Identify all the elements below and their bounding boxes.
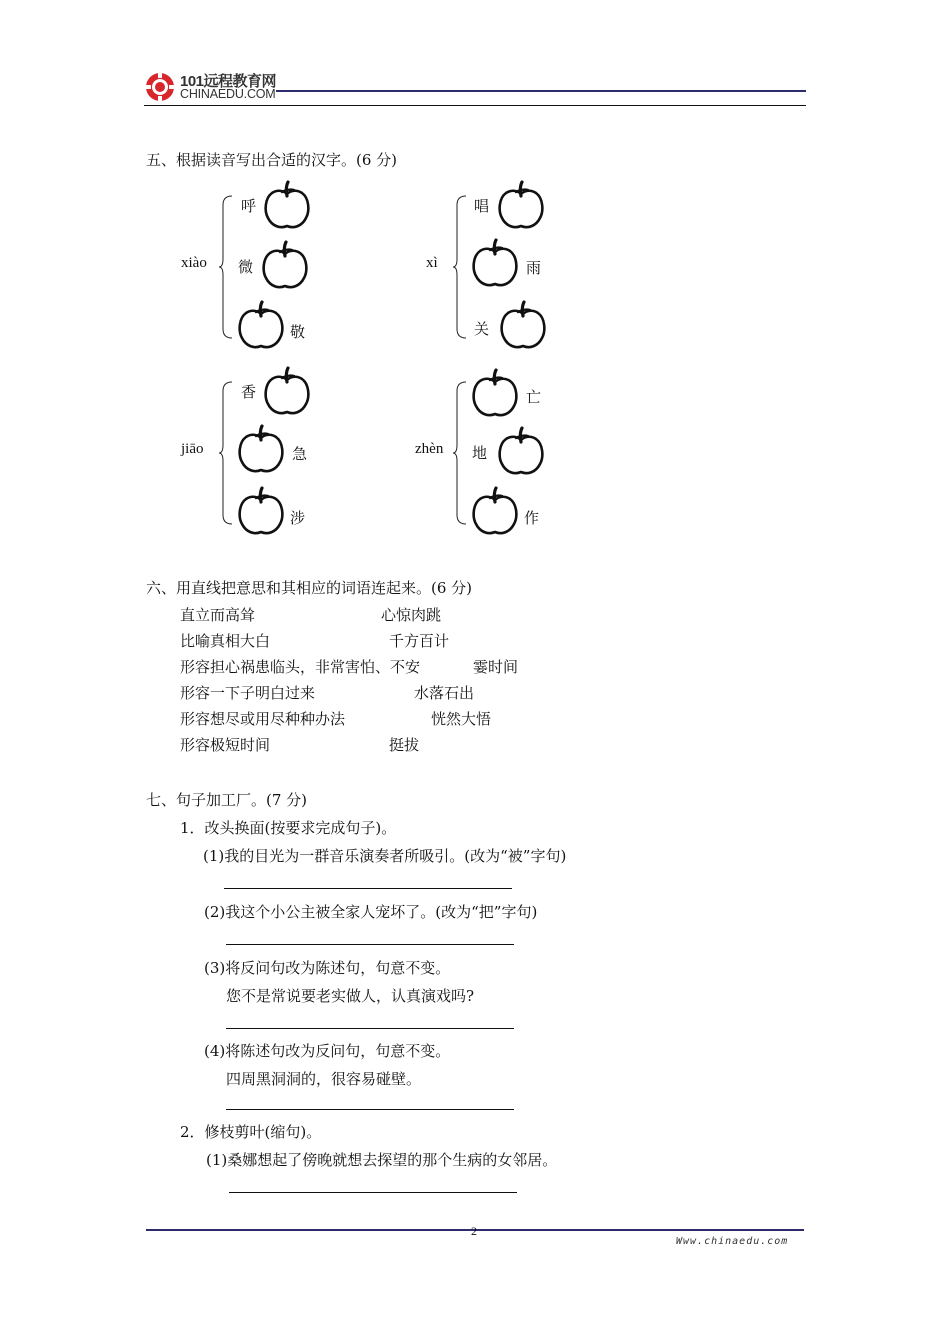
meaning-item[interactable]: 直立而高耸 xyxy=(180,606,256,624)
meaning-item[interactable]: 比喻真相大白 xyxy=(180,632,271,650)
apple-blank-icon[interactable] xyxy=(262,180,312,230)
question-sentence: 四周黑洞洞的，很容易碰壁。 xyxy=(226,1070,422,1088)
brace-icon xyxy=(218,195,234,339)
word-char: 地 xyxy=(472,444,488,462)
pinyin-label: zhèn xyxy=(415,441,444,457)
word-char: 雨 xyxy=(526,259,542,277)
word-char: 微 xyxy=(238,258,254,276)
brace-icon xyxy=(452,381,468,525)
word-char: 涉 xyxy=(290,509,306,527)
logo-text-cn: 101远程教育网 xyxy=(180,73,277,90)
question-text: (1)我的目光为一群音乐演奏者所吸引。(改为“被”字句) xyxy=(203,847,567,865)
word-char: 呼 xyxy=(241,197,257,215)
brace-icon xyxy=(452,195,468,339)
section5-title: 五、根据读音写出合适的汉字。(6 分) xyxy=(146,151,398,169)
header-rule-top xyxy=(276,90,806,92)
question-text: (3)将反问句改为陈述句，句意不变。 xyxy=(204,959,451,977)
meaning-item[interactable]: 形容想尽或用尽种种办法 xyxy=(180,710,346,728)
word-char: 香 xyxy=(241,383,257,401)
answer-line[interactable] xyxy=(226,1028,514,1029)
word-char: 急 xyxy=(292,445,308,463)
apple-blank-icon[interactable] xyxy=(498,300,548,350)
apple-blank-icon[interactable] xyxy=(236,300,286,350)
apple-blank-icon[interactable] xyxy=(470,238,520,288)
logo-mark-icon xyxy=(144,71,176,103)
idiom-item[interactable]: 心惊肉跳 xyxy=(381,606,442,624)
meaning-item[interactable]: 形容极短时间 xyxy=(180,736,271,754)
apple-blank-icon[interactable] xyxy=(236,486,286,536)
question-text: (1)桑娜想起了傍晚就想去探望的那个生病的女邻居。 xyxy=(206,1151,558,1169)
meaning-item[interactable]: 形容一下子明白过来 xyxy=(180,684,316,702)
brace-icon xyxy=(218,381,234,525)
idiom-item[interactable]: 霎时间 xyxy=(473,658,519,676)
question-text: (4)将陈述句改为反问句，句意不变。 xyxy=(204,1042,451,1060)
part1-title: 1．改头换面(按要求完成句子)。 xyxy=(180,819,397,837)
apple-blank-icon[interactable] xyxy=(496,426,546,476)
section6-title: 六、用直线把意思和其相应的词语连起来。(6 分) xyxy=(146,579,473,597)
answer-line[interactable] xyxy=(226,1109,514,1110)
header-rule-bottom xyxy=(144,105,806,106)
meaning-item[interactable]: 形容担心祸患临头，非常害怕、不安 xyxy=(180,658,421,676)
apple-blank-icon[interactable] xyxy=(262,366,312,416)
word-char: 敬 xyxy=(290,323,306,341)
idiom-item[interactable]: 挺拔 xyxy=(389,736,420,754)
part2-title: 2．修枝剪叶(缩句)。 xyxy=(180,1123,322,1141)
apple-blank-icon[interactable] xyxy=(236,424,286,474)
apple-blank-icon[interactable] xyxy=(470,368,520,418)
answer-line[interactable] xyxy=(229,1192,517,1193)
idiom-item[interactable]: 千方百计 xyxy=(389,632,450,650)
word-char: 唱 xyxy=(474,197,490,215)
word-char: 关 xyxy=(474,320,490,338)
logo xyxy=(144,70,277,104)
answer-line[interactable] xyxy=(224,888,512,889)
apple-blank-icon[interactable] xyxy=(496,180,546,230)
page-number: 2 xyxy=(471,1224,477,1238)
pinyin-label: jiāo xyxy=(181,441,204,457)
pinyin-label: xì xyxy=(426,255,438,271)
idiom-item[interactable]: 恍然大悟 xyxy=(431,710,492,728)
idiom-item[interactable]: 水落石出 xyxy=(414,684,475,702)
answer-line[interactable] xyxy=(226,944,514,945)
logo-text-en: CHINAEDU.COM xyxy=(180,87,276,101)
section7-title: 七、句子加工厂。(7 分) xyxy=(146,791,308,809)
apple-blank-icon[interactable] xyxy=(260,240,310,290)
pinyin-label: xiào xyxy=(181,255,207,271)
word-char: 亡 xyxy=(526,388,542,406)
footer-url: Www.chinaedu.com xyxy=(676,1236,789,1247)
apple-blank-icon[interactable] xyxy=(470,486,520,536)
word-char: 作 xyxy=(524,509,540,527)
question-text: (2)我这个小公主被全家人宠坏了。(改为“把”字句) xyxy=(204,903,538,921)
question-sentence: 您不是常说要老实做人，认真演戏吗? xyxy=(226,987,475,1005)
